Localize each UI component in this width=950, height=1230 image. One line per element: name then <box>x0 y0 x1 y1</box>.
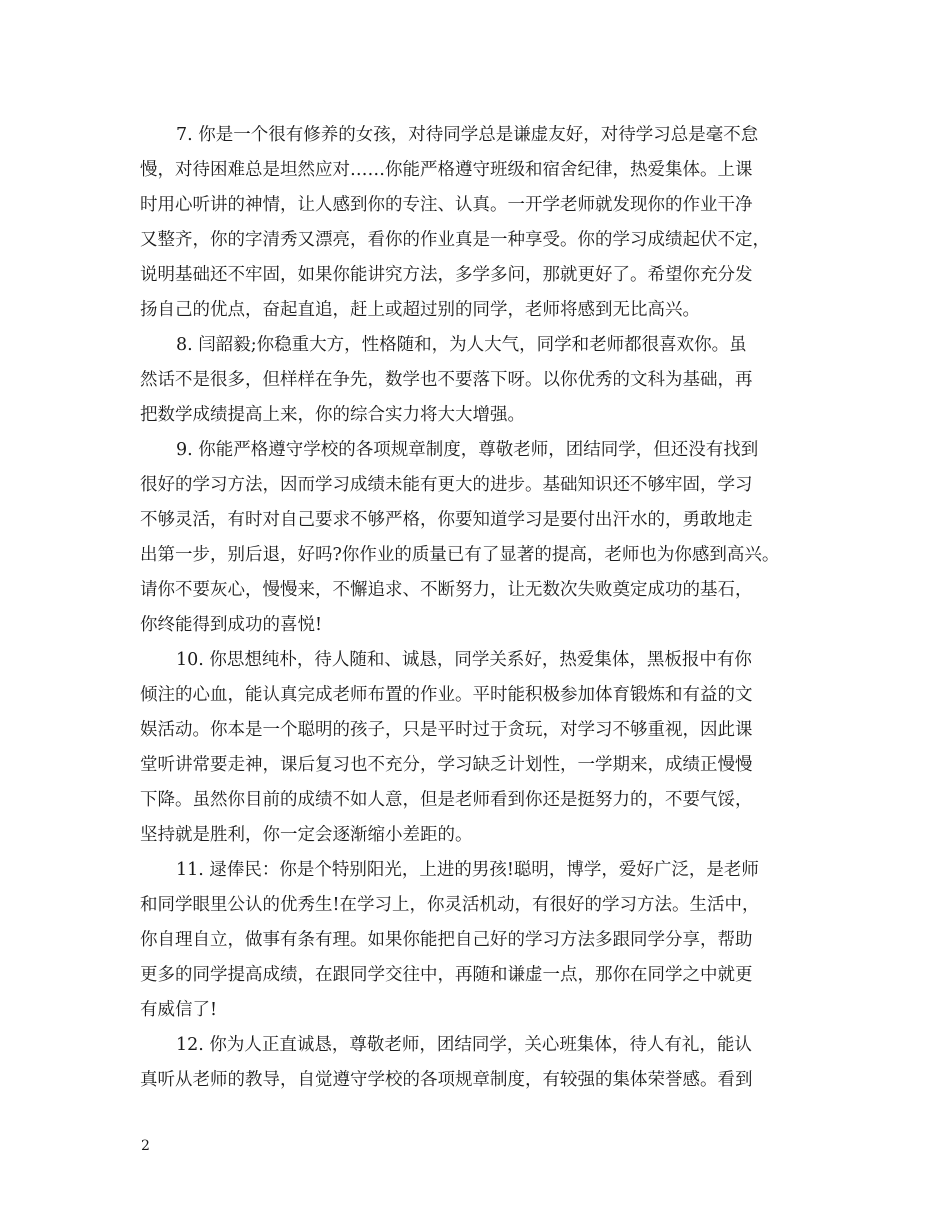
comment-paragraph <box>140 328 830 433</box>
text-line: 下降。虽然你目前的成绩不如人意，但是老师看到你还是挺努力的，不要气馁， <box>140 790 753 810</box>
comment-paragraph <box>140 118 830 328</box>
text-line: 8. 闫韶毅;你稳重大方，性格随和，为人大气，同学和老师都很喜欢你。虽 <box>176 335 747 355</box>
text-line: 堂听讲常要走神，课后复习也不充分，学习缺乏计划性，一学期来，成绩正慢慢 <box>140 755 753 775</box>
text-line: 把数学成绩提高上来，你的综合实力将大大增强。 <box>140 405 525 425</box>
text-line: 慢，对待困难总是坦然应对……你能严格遵守班级和宿舍纪律，热爱集体。上课 <box>140 160 753 180</box>
text-line: 不够灵活，有时对自己要求不够严格，你要知道学习是要付出汗水的，勇敢地走 <box>140 510 753 530</box>
text-line: 坚持就是胜利，你一定会逐渐缩小差距的。 <box>140 825 473 845</box>
comment-paragraph <box>140 643 830 853</box>
text-line: 9. 你能严格遵守学校的各项规章制度，尊敬老师，团结同学，但还没有找到 <box>176 440 759 460</box>
comment-paragraph <box>140 433 830 643</box>
comment-paragraph <box>140 1028 830 1098</box>
text-line: 娱活动。你本是一个聪明的孩子，只是平时过于贪玩，对学习不够重视，因此课 <box>140 720 753 740</box>
text-line: 说明基础还不牢固，如果你能讲究方法，多学多问，那就更好了。希望你充分发 <box>140 265 753 285</box>
text-line: 又整齐，你的字清秀又漂亮，看你的作业真是一种享受。你的学习成绩起伏不定， <box>140 230 770 250</box>
document-body <box>140 118 830 1098</box>
text-line: 12. 你为人正直诚恳，尊敬老师，团结同学，关心班集体，待人有礼，能认 <box>176 1035 752 1055</box>
text-line: 请你不要灰心，慢慢来，不懈追求、不断努力，让无数次失败奠定成功的基石， <box>140 580 753 600</box>
text-line: 出第一步，别后退，好吗?你作业的质量已有了显著的提高，老师也为你感到高兴。 <box>140 545 780 565</box>
text-line: 很好的学习方法，因而学习成绩未能有更大的进步。基础知识还不够牢固，学习 <box>140 475 753 495</box>
text-line: 时用心听讲的神情，让人感到你的专注、认真。一开学老师就发现你的作业干净 <box>140 195 753 215</box>
comment-paragraph <box>140 853 830 1028</box>
text-line: 11. 逯俸民：你是个特别阳光，上进的男孩!聪明，博学，爱好广泛，是老师 <box>176 860 759 880</box>
text-line: 你自理自立，做事有条有理。如果你能把自己好的学习方法多跟同学分享，帮助 <box>140 930 753 950</box>
text-line: 倾注的心血，能认真完成老师布置的作业。平时能积极参加体育锻炼和有益的文 <box>140 685 753 705</box>
text-line: 然话不是很多，但样样在争先，数学也不要落下呀。以你优秀的文科为基础，再 <box>140 370 753 390</box>
text-line: 10. 你思想纯朴，待人随和、诚恳，同学关系好，热爱集体，黑板报中有你 <box>176 650 752 670</box>
text-line: 7. 你是一个很有修养的女孩，对待同学总是谦虚友好，对待学习总是毫不怠 <box>176 125 759 145</box>
text-line: 更多的同学提高成绩，在跟同学交往中，再随和谦虚一点，那你在同学之中就更 <box>140 965 753 985</box>
text-line: 真听从老师的教导，自觉遵守学校的各项规章制度，有较强的集体荣誉感。看到 <box>140 1070 753 1090</box>
page-number: 2 <box>141 1138 150 1154</box>
text-line: 你终能得到成功的喜悦! <box>140 615 323 635</box>
text-line: 扬自己的优点，奋起直追，赶上或超过别的同学，老师将感到无比高兴。 <box>140 300 700 320</box>
text-line: 有威信了! <box>140 1000 218 1020</box>
text-line: 和同学眼里公认的优秀生!在学习上，你灵活机动，有很好的学习方法。生活中， <box>140 895 760 915</box>
